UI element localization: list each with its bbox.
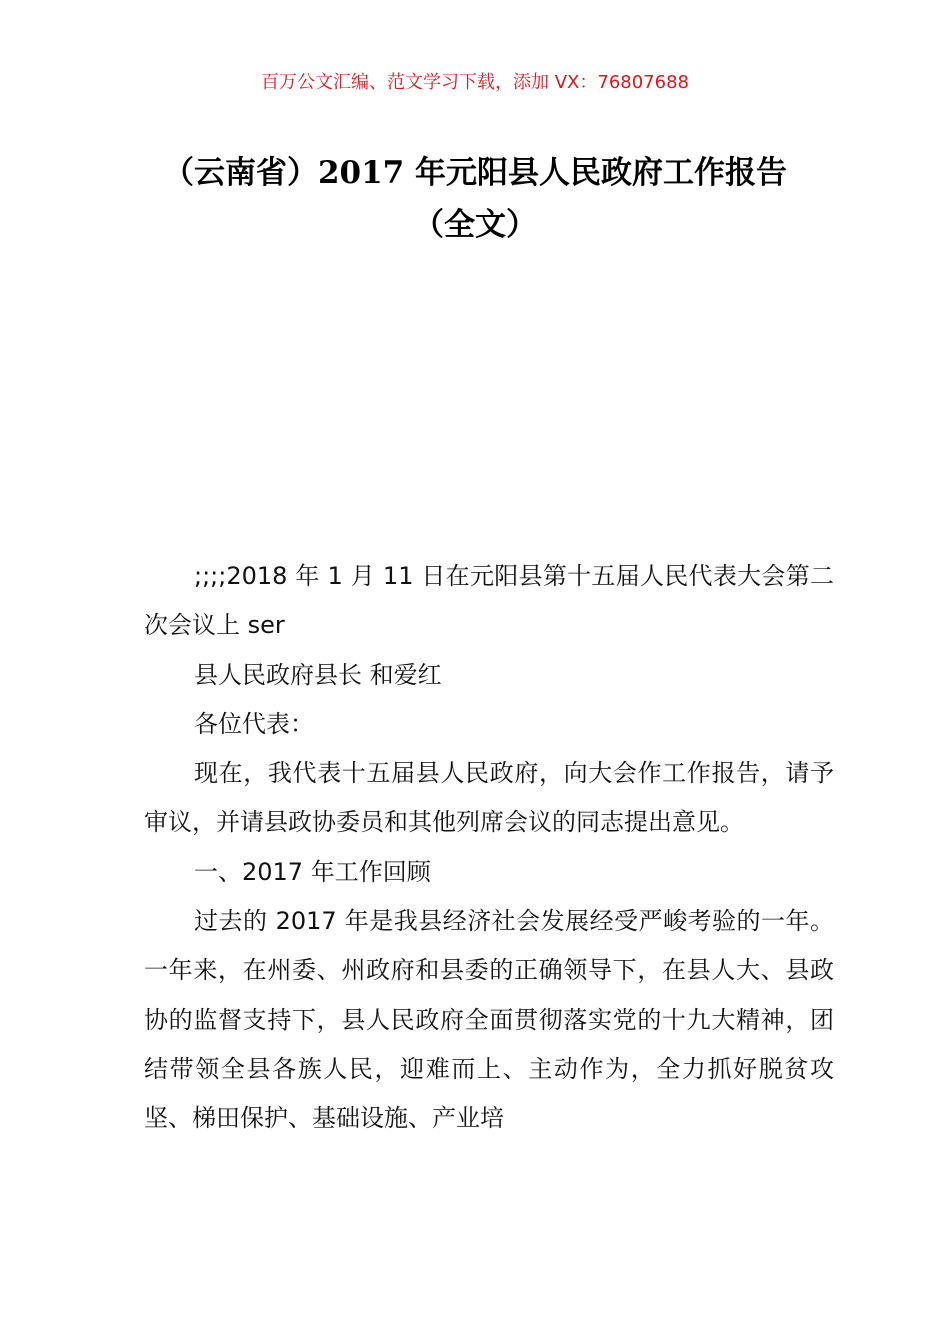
speaker-line: 县人民政府县长 和爱红 [194, 660, 442, 689]
document-body [144, 552, 834, 1144]
review-paragraph: 过去的 2017 年是我县经济社会发展经受严峻考验的一年。一年来，在州委、州政府和县委的正确领导下，在县人大、县政协的监督支持下，县人民政府全面贯彻落实党的十九大精神，团结带领全县各族人民，迎难而上、主动作为，全力抓好脱贫攻坚、梯田保护、基础设施、产业培 [144, 907, 834, 1133]
intro-paragraph: 现在，我代表十五届县人民政府，向大会作工作报告，请予审议，并请县政协委员和其他列席会议的同志提出意见。 [144, 759, 834, 837]
salutation: 各位代表： [194, 709, 314, 738]
meeting-date-line: ;;;;2018 年 1 月 11 日在元阳县第十五届人民代表大会第二次会议上 ser [144, 562, 834, 640]
document-title: （云南省）2017 年元阳县人民政府工作报告（全文） [162, 155, 788, 243]
section-heading: 一、2017 年工作回顾 [194, 857, 431, 886]
promo-header-note: 百万公文汇编、范文学习下载，添加 VX：76807688 [261, 72, 689, 93]
